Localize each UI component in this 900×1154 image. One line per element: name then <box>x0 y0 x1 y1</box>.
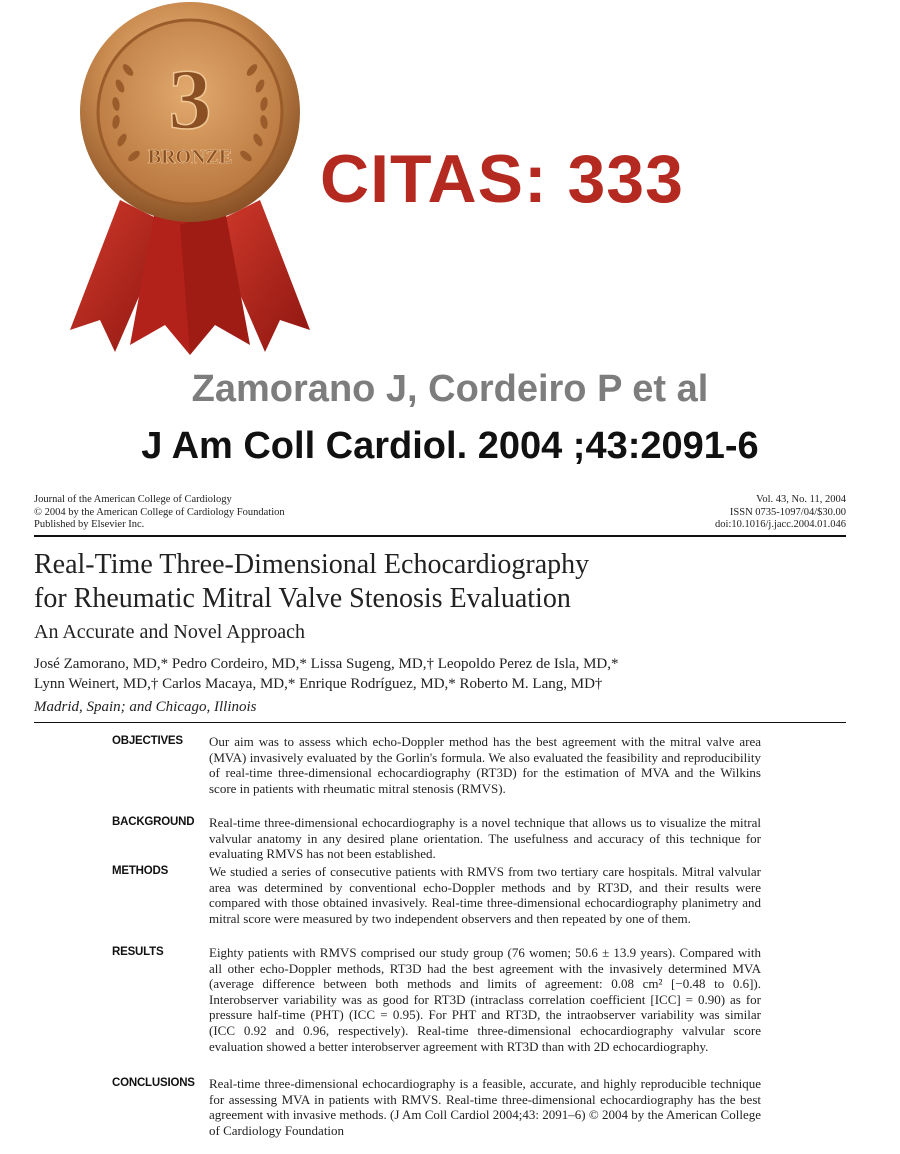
header-divider <box>34 535 846 537</box>
journal-header-right <box>560 494 846 532</box>
background-text: Real-time three-dimensional echocardiography is a novel technique that allows us to visualize the mitral valvular anatomy in any desired plane orientation. The usefulness and accuracy of this technique for evaluating RMVS has not been established. <box>209 815 761 862</box>
publisher-line: Published by Elsevier Inc. <box>34 519 145 530</box>
medal-label: BRONZE <box>147 146 233 168</box>
results-text: Eighty patients with RMVS comprised our study group (76 women; 50.6 ± 13.9 years). Compared with all other echo-Doppler methods, RT3D had the best agreement with the invasively determined MVA (average difference between both methods and limits of agreement: 0.08 cm² [−0.48 to 0.6]). Interobserver variability was as good for RT3D (intraclass correlation coefficient [ICC] = 0.90) as for pressure half-time (PHT) (ICC = 0.95). For PHT and RT3D, the intraobserver variability was similar (ICC 0.92 and 0.96, respectively). Real-time three-dimensional echocardiography valvular score evaluation showed a better interobserver agreement with RT3D than with 2D echocardiography. <box>209 945 761 1054</box>
bronze-medal-icon <box>60 0 320 360</box>
methods-label: METHODS <box>112 865 169 877</box>
paper-authors-line-2: Lynn Weinert, MD,† Carlos Macaya, MD,* Enrique Rodríguez, MD,* Roberto M. Lang, MD† <box>34 676 603 692</box>
conclusions-label: CONCLUSIONS <box>112 1077 195 1089</box>
copyright-line: © 2004 by the American College of Cardiology Foundation <box>34 506 285 518</box>
journal-reference: J Am Coll Cardiol. 2004 ;43:2091-6 <box>141 425 759 467</box>
results-label: RESULTS <box>112 946 164 958</box>
journal-name: Journal of the American College of Cardiology <box>34 494 232 505</box>
methods-text: We studied a series of consecutive patients with RMVS from two tertiary care hospitals. Mitral valvular area was determined by conventional echo-Doppler methods and by RT3D, and their results were compared with those obtained invasively. Real-time three-dimensional echocardiography planimetry and mitral score were measured by two independent observers and then repeated by one of them. <box>209 864 761 926</box>
objectives-label: OBJECTIVES <box>112 735 183 747</box>
authors-highlight: Zamorano J, Cordeiro P et al <box>191 368 709 410</box>
paper-subtitle: An Accurate and Novel Approach <box>34 621 306 643</box>
medal-number: 3 <box>168 51 212 147</box>
volume-line: Vol. 43, No. 11, 2004 <box>756 494 846 505</box>
issn-line: ISSN 0735-1097/04/$30.00 <box>729 506 846 518</box>
objectives-text: Our aim was to assess which echo-Doppler method has the best agreement with the mitral valve area (MVA) invasively evaluated by the Gorlin's formula. We also evaluated the feasibility and reproducibility of real-time three-dimensional echocardiography (RT3D) for the estimation of MVA and the Wilkins score in patients with rheumatic mitral stenosis (RMVS). <box>209 734 761 796</box>
abstract-divider <box>34 722 846 723</box>
paper-authors-line-1: José Zamorano, MD,* Pedro Cordeiro, MD,* Lissa Sugeng, MD,† Leopoldo Perez de Isla, MD,* <box>34 656 619 672</box>
doi-line: doi:10.1016/j.jacc.2004.01.046 <box>715 519 846 530</box>
conclusions-text: Real-time three-dimensional echocardiography is a feasible, accurate, and highly reproducible technique for assessing MVA in patients with RMVS. Real-time three-dimensional echocardiography has the best agreement with invasive methods. (J Am Coll Cardiol 2004;43: 2091–6) © 2004 by the American College of Cardiology Foundation <box>209 1076 761 1138</box>
paper-title-line-1: Real-Time Three-Dimensional Echocardiography <box>34 549 590 580</box>
journal-header-left <box>34 494 454 532</box>
paper-affiliation: Madrid, Spain; and Chicago, Illinois <box>34 699 257 715</box>
background-label: BACKGROUND <box>112 816 195 828</box>
ribbon-icon <box>70 200 310 355</box>
citation-count: CITAS: 333 <box>320 141 684 217</box>
paper-title-line-2: for Rheumatic Mitral Valve Stenosis Evaluation <box>34 583 571 614</box>
